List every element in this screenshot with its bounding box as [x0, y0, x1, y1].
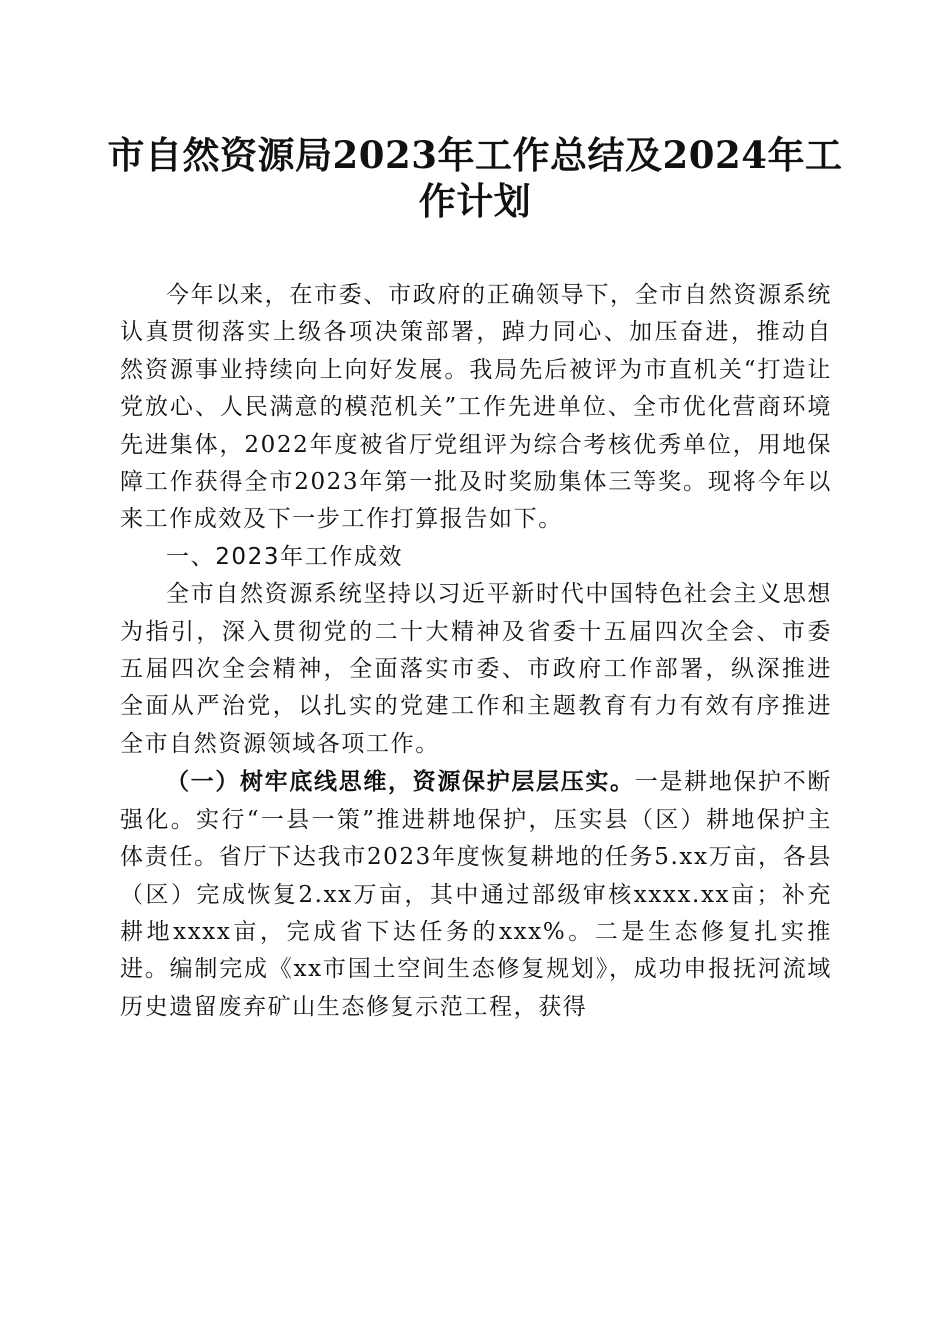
section-paragraph: 全市自然资源系统坚持以习近平新时代中国特色社会主义思想为指引，深入贯彻党的二十大精神及省委十五届四次全会、市委五届四次全会精神，全面落实市委、市政府工作部署，纵深推进全面从严治党，以扎实的党建工作和主题教育有力有效有序推进全市自然资源领域各项工作。 — [120, 581, 832, 757]
subsection-heading: （一）树牢底线思维，资源保护层层压实。 — [166, 768, 635, 796]
intro-paragraph: 今年以来，在市委、市政府的正确领导下，全市自然资源系统认真贯彻落实上级各项决策部署，踔力同心、加压奋进，推动自然资源事业持续向上向好发展。我局先后被评为市直机关“打造让党放心、人民满意的模范机关”工作先进单位、全市优化营商环境先进集体，2022年度被省厅党组评为综合考核优秀单位，用地保障工作获得全市2023年第一批及时奖励集体三等奖。现将今年以来工作成效及下一步工作打算报告如下。 — [120, 282, 832, 533]
section-heading: 一、2023年工作成效 — [166, 543, 404, 570]
document-body — [120, 277, 832, 1026]
subsection-paragraph — [120, 763, 832, 1026]
subsection-text: 一是耕地保护不断强化。实行“一县一策”推进耕地保护，压实县（区）耕地保护主体责任。省厅下达我市2023年度恢复耕地的任务5.xx万亩，各县（区）完成恢复2.xx万亩，其中通过部级审核xxxx.xx亩；补充耕地xxxx亩，完成省下达任务的xxx%。二是生态修复扎实推进。编制完成《xx市国土空间生态修复规划》，成功申报抚河流域历史遗留废弃矿山生态修复示范工程，获得 — [120, 769, 832, 1020]
document-title: 市自然资源局2023年工作总结及2024年工作计划 — [107, 133, 843, 223]
